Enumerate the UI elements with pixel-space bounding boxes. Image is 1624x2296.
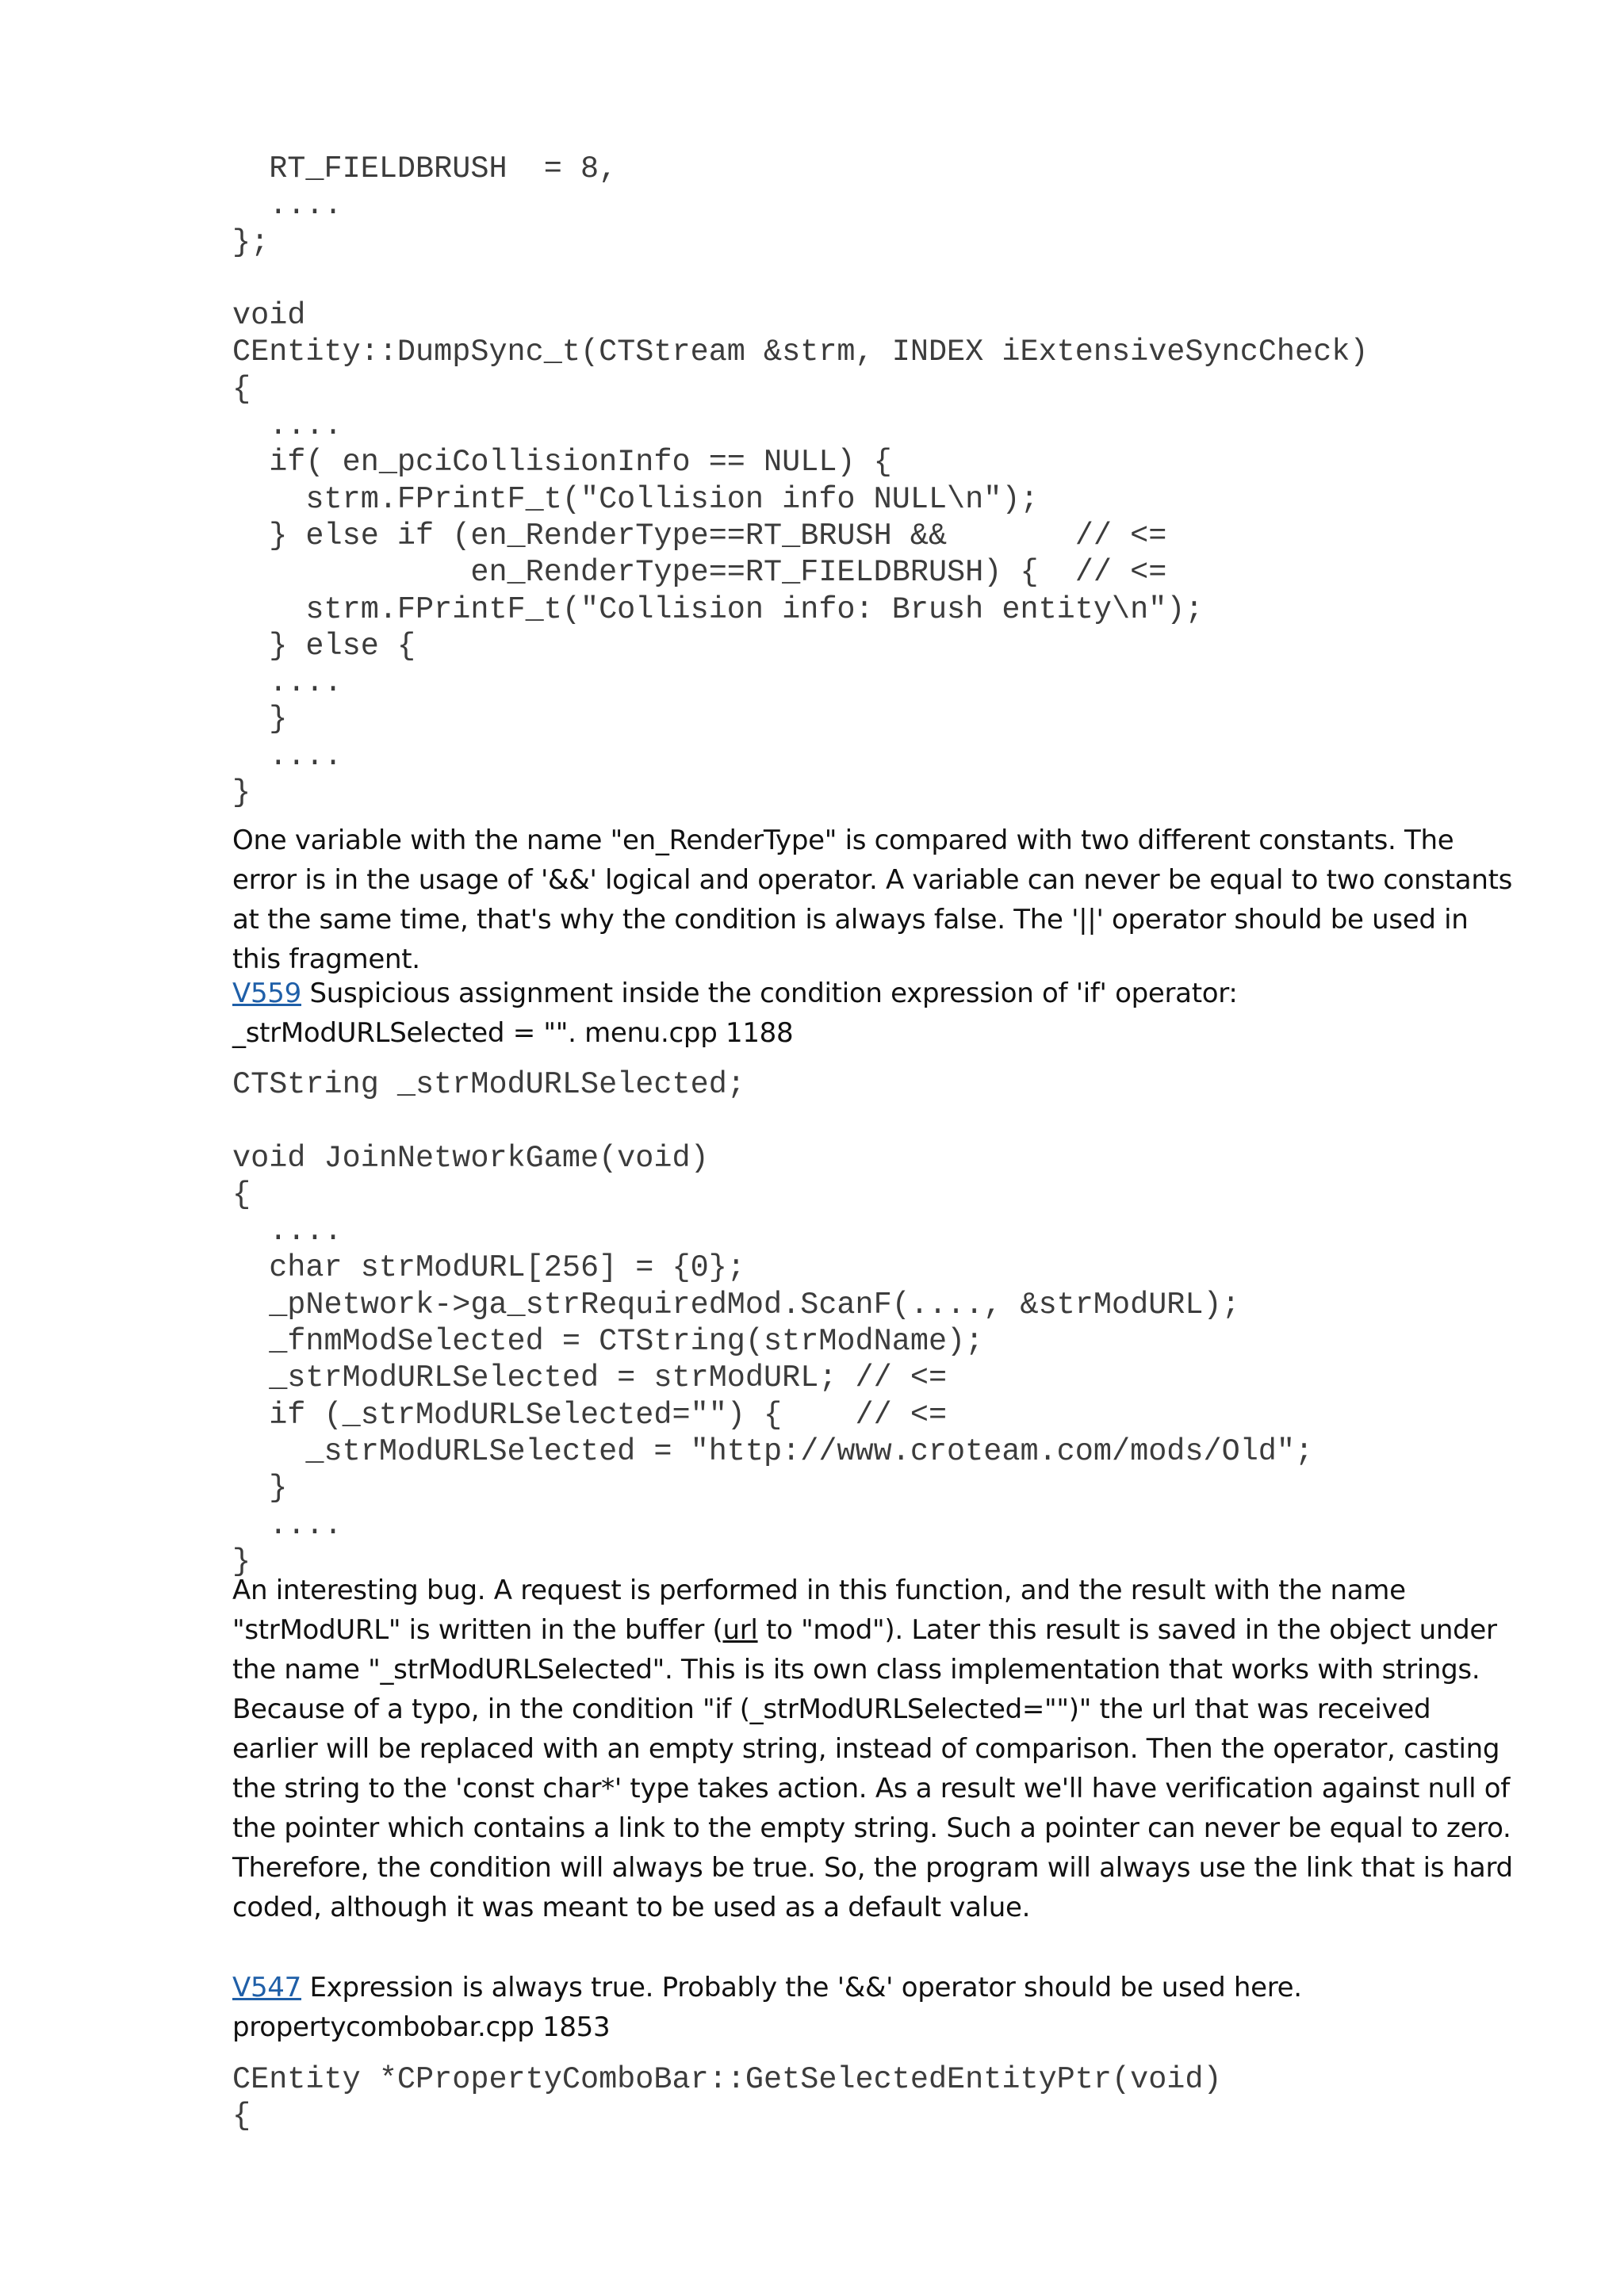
explanation-paragraph-rendertype: One variable with the name "en_RenderType" is compared with two different constants. The error is in the usage of '&&' logical and operator. A variable can never be equal to two constants at the same time, that's why the condition is always false. The '||' operator should be used in this fragment. bbox=[232, 825, 1513, 975]
diagnostic-text-v547: Expression is always true. Probably the '&&' operator should be used here. propertycombobar.cpp 1853 bbox=[232, 1972, 1302, 2043]
paragraph-text-part-2: to "mod"). Later this result is saved in the object under the name "_strModURLSelected". This is its own class implementation that works with strings. Because of a typo, in the condition "if (_strModURLSelected="")" the url that was received earlier will be replaced with an empty string, instead of comparison. Then the operator, casting the string to the 'const char*' type takes action. As a result we'll have verification against null of the pointer which contains a link to the empty string. Such a pointer can never be equal to zero. Therefore, the condition will always be true. So, the program will always use the link that is hard coded, although it was meant to be used as a default value. bbox=[232, 1614, 1513, 1923]
explanation-paragraph-strmodurl bbox=[232, 1571, 1517, 1927]
diagnostic-link-v547[interactable]: V547 bbox=[232, 1972, 301, 2003]
diagnostic-link-v559[interactable]: V559 bbox=[232, 978, 301, 1009]
underlined-word-url: url bbox=[722, 1614, 758, 1646]
diagnostic-v547 bbox=[232, 1968, 1517, 2047]
code-block-dumpsync: RT_FIELDBRUSH = 8, .... }; void CEntity::DumpSync_t(CTStream &strm, INDEX iExtensiveSyncCheck) { .... if( en_pciCollisionInfo == NULL) { strm.FPrintF_t("Collision info NULL\n"); } else if (en_RenderType==RT_BRUSH && // <= en_RenderType==RT_FIELDBRUSH) { // <= strm.FPrintF_t("Collision info: Brush entity\n"); } else { .... } .... } bbox=[232, 151, 1369, 811]
paragraph-text-part-1: An interesting bug. A request is performed in this function, and the result with the name "strModURL" is written in the buffer ( bbox=[232, 1575, 1406, 1646]
diagnostic-v559 bbox=[232, 974, 1517, 1053]
code-block-getselectedentityptr: CEntity *CPropertyComboBar::GetSelectedEntityPtr(void) { bbox=[232, 2062, 1222, 2134]
code-block-joinnetworkgame: CTString _strModURLSelected; void JoinNetworkGame(void) { .... char strModURL[256] = {0}; _pNetwork->ga_strRequiredMod.ScanF(...., &strModURL); _fnmModSelected = CTString(strModName); _strModURLSelected = strModURL; // <= if (_strModURLSelected="") { // <= _strModURLSelected = "http://www.croteam.com/mods/Old"; } .... } bbox=[232, 1067, 1314, 1579]
diagnostic-text-v559: Suspicious assignment inside the condition expression of 'if' operator: _strModURLSelected = "". menu.cpp 1188 bbox=[232, 978, 1238, 1049]
